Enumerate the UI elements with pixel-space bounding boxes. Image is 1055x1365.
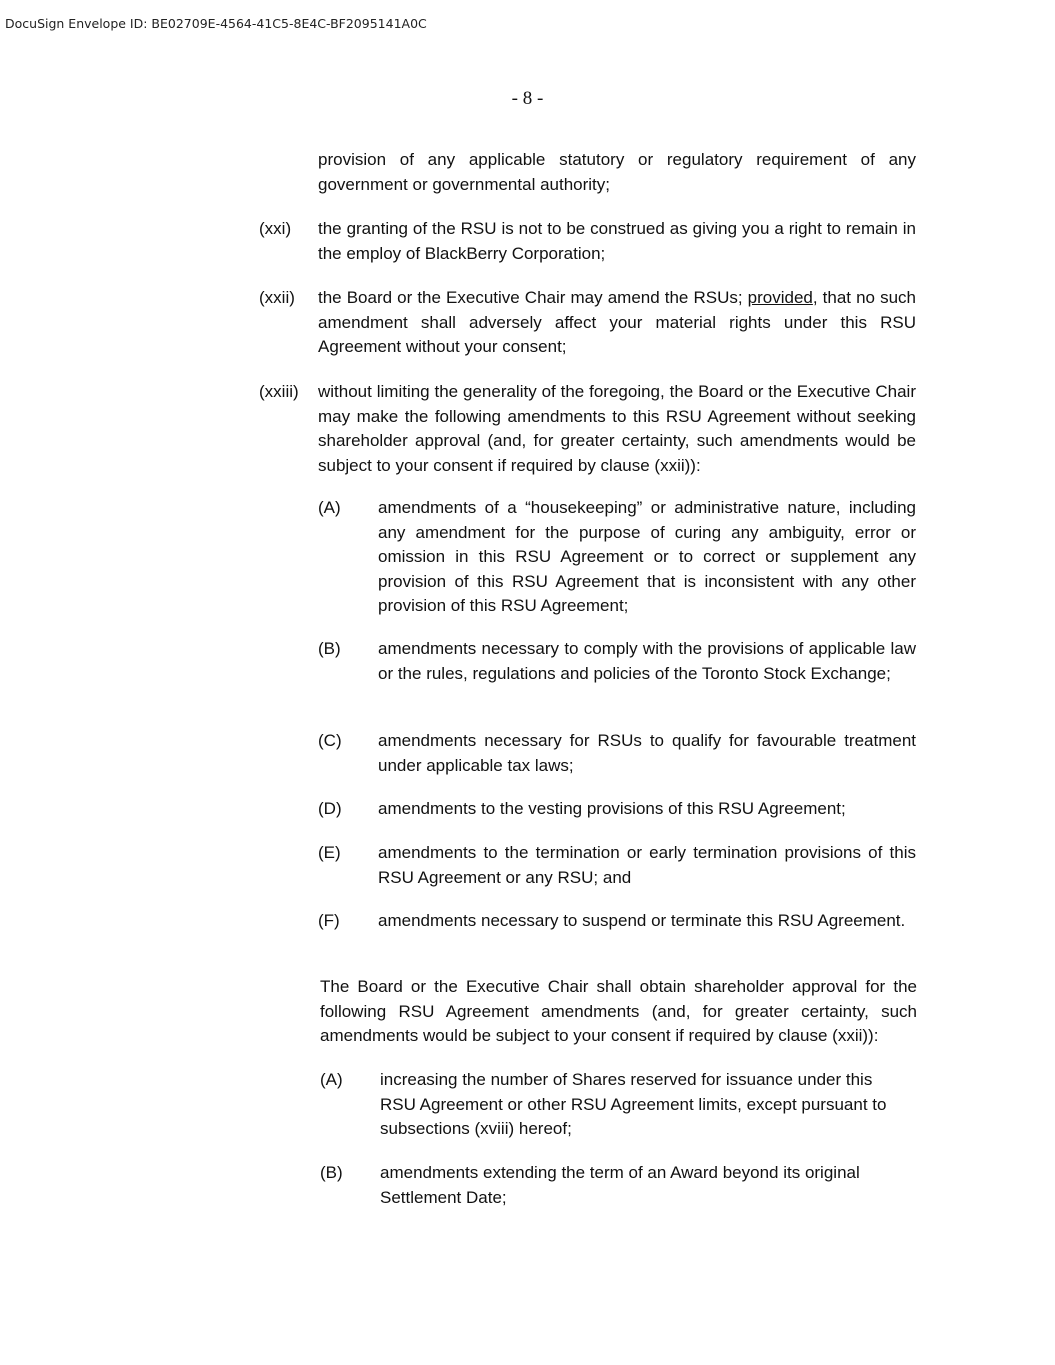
sub-item-text: amendments necessary for RSUs to qualify for favourable treatment under applicable tax laws; xyxy=(378,731,916,775)
clause-xxiii-label: (xxiii) xyxy=(259,382,299,401)
page-number: - 8 - xyxy=(511,88,544,109)
sub-item-text: amendments to the vesting provisions of this RSU Agreement; xyxy=(378,799,846,818)
sub-item-label: (B) xyxy=(320,1163,343,1182)
provided-underlined: provided xyxy=(747,288,813,307)
sub-item-text: increasing the number of Shares reserved for issuance under this RSU Agreement or other RSU Agreement limits, except pursuant to subsections (xviii) hereof; xyxy=(380,1070,887,1138)
sub-item-text: amendments of a “housekeeping” or administrative nature, including any amendment for the purpose of curing any ambiguity, error or omission in this RSU Agreement or to correct or supplement any provision of this RSU Agreement that is inconsistent with any other provision of this RSU Agreement; xyxy=(378,498,916,615)
continuation-paragraph: provision of any applicable statutory or regulatory requirement of any government or governmental authority; xyxy=(318,150,916,194)
sub-item-label: (F) xyxy=(318,911,340,930)
clause-xxii-text-before: the Board or the Executive Chair may amend the RSUs; xyxy=(318,288,748,307)
docusign-envelope-id: DocuSign Envelope ID: BE02709E-4564-41C5-8E4C-BF2095141A0C xyxy=(5,16,427,31)
sub-item-text: amendments necessary to comply with the provisions of applicable law or the rules, regulations and policies of the Toronto Stock Exchange; xyxy=(378,639,916,683)
clause-xxi-text: the granting of the RSU is not to be construed as giving you a right to remain in the employ of BlackBerry Corporation; xyxy=(318,219,916,263)
sub-item-label: (A) xyxy=(320,1070,343,1089)
sub-item-label: (E) xyxy=(318,843,341,862)
sub-item-text: amendments to the termination or early termination provisions of this RSU Agreement or any RSU; and xyxy=(378,843,916,887)
clause-xxi-label: (xxi) xyxy=(259,219,292,238)
shareholder-approval-paragraph: The Board or the Executive Chair shall obtain shareholder approval for the following RSU Agreement amendments (and, for greater certainty, such amendments would be subject to your consent if required by clause (xxii)): xyxy=(320,977,917,1045)
sub-item-text: amendments necessary to suspend or terminate this RSU Agreement. xyxy=(378,911,906,930)
clause-xxii-text-after: , that no such amendment shall adversely affect your material rights under this RSU Agreement without your consent; xyxy=(318,288,916,356)
clause-xxii-text xyxy=(318,286,916,360)
sub-item-label: (C) xyxy=(318,731,342,750)
clause-xxiii-text: without limiting the generality of the foregoing, the Board or the Executive Chair may make the following amendments to this RSU Agreement without seeking shareholder approval (and, for greater certainty, such amendments would be subject to your consent if required by clause (xxii)): xyxy=(318,382,916,475)
sub-item-label: (D) xyxy=(318,799,342,818)
clause-xxii-label: (xxii) xyxy=(259,288,295,307)
sub-item-label: (B) xyxy=(318,639,341,658)
sub-item-text: amendments extending the term of an Award beyond its original Settlement Date; xyxy=(380,1163,860,1207)
sub-item-label: (A) xyxy=(318,498,341,517)
